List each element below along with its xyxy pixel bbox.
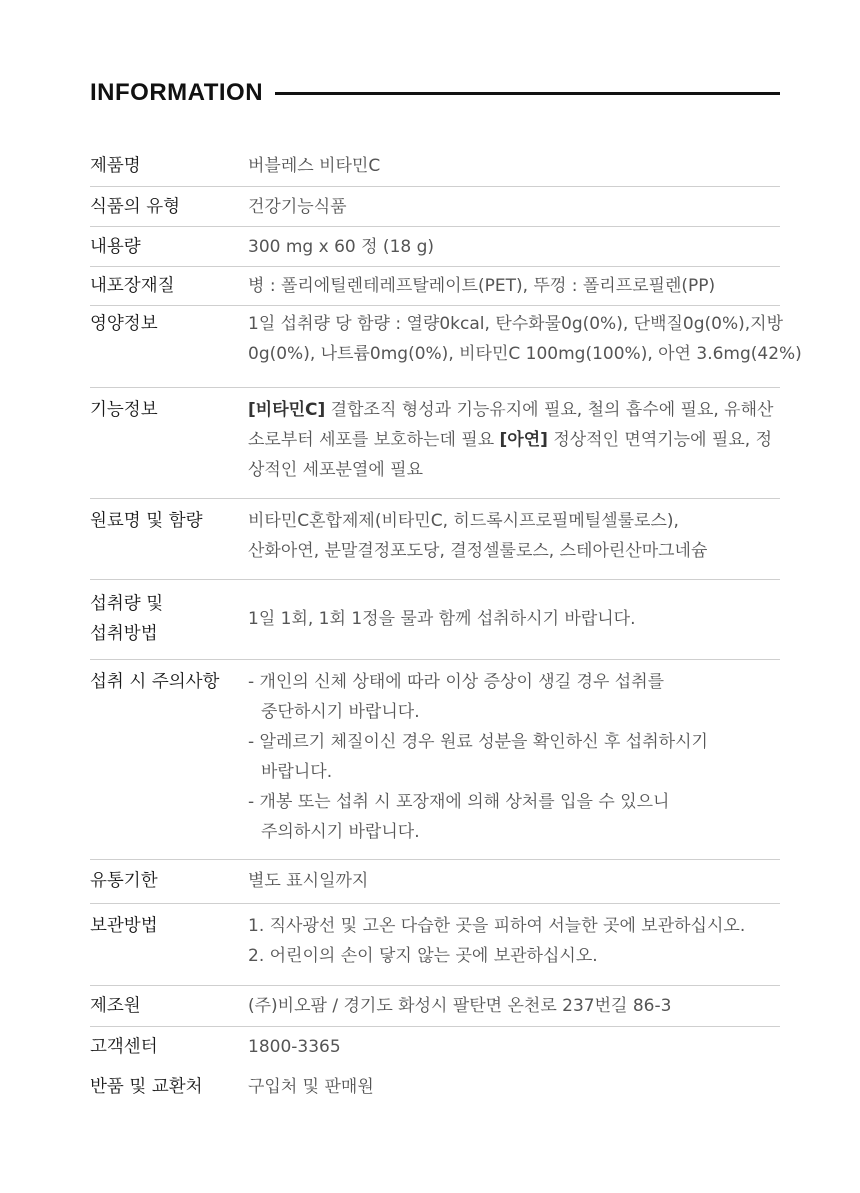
table-row bbox=[90, 860, 780, 904]
row-value bbox=[248, 232, 780, 266]
value-line: 중단하시기 바랍니다. bbox=[261, 702, 420, 722]
table-row bbox=[90, 388, 780, 499]
row-label: 내포장재질 bbox=[90, 276, 175, 296]
value-line bbox=[248, 395, 780, 425]
value-text: 소로부터 세포를 보호하는데 필요 bbox=[248, 430, 500, 450]
table-row bbox=[90, 148, 780, 187]
value-text: 정상적인 면역기능에 필요, 정 bbox=[547, 430, 773, 450]
value-line: (주)비오팜 / 경기도 화성시 팔탄면 온천로 237번길 86-3 bbox=[248, 996, 672, 1016]
value-line: 1일 1회, 1회 1정을 물과 함께 섭취하시기 바랍니다. bbox=[248, 609, 636, 629]
section-title: INFORMATION bbox=[90, 79, 264, 106]
value-line: 주의하시기 바랍니다. bbox=[261, 822, 420, 842]
table-row bbox=[90, 986, 780, 1027]
table-row bbox=[90, 904, 780, 986]
value-line: 1. 직사광선 및 고온 다습한 곳을 피하여 서늘한 곳에 보관하십시오. bbox=[248, 916, 746, 936]
table-row bbox=[90, 267, 780, 306]
row-value bbox=[248, 309, 802, 387]
label-line: 섭취방법 bbox=[90, 624, 158, 644]
value-line: 1일 섭취량 당 함량 : 열량0kcal, 탄수화물0g(0%), 단백질0g(0%),지방 bbox=[248, 314, 784, 334]
row-label: 식품의 유형 bbox=[90, 197, 181, 217]
row-label: 영양정보 bbox=[90, 314, 158, 334]
value-line: 300 mg x 60 정 (18 g) bbox=[248, 237, 435, 257]
row-label: 제조원 bbox=[90, 996, 141, 1016]
row-label: 반품 및 교환처 bbox=[90, 1077, 203, 1097]
vitamin-c-tag: [비타민C] bbox=[248, 400, 326, 420]
row-value bbox=[248, 589, 780, 659]
row-value bbox=[248, 667, 780, 859]
row-label: 섭취 시 주의사항 bbox=[90, 672, 220, 692]
value-line: - 개봉 또는 섭취 시 포장재에 의해 상처를 입을 수 있으니 bbox=[248, 792, 670, 812]
row-value bbox=[248, 1032, 780, 1069]
row-value bbox=[248, 192, 780, 226]
row-label: 원료명 및 함량 bbox=[90, 511, 203, 531]
section-header bbox=[90, 76, 780, 110]
row-label: 보관방법 bbox=[90, 916, 158, 936]
table-row bbox=[90, 580, 780, 660]
row-value bbox=[248, 151, 780, 186]
row-label bbox=[90, 589, 248, 659]
value-line: 비타민C혼합제제(비타민C, 히드록시프로필메틸셀룰로스), bbox=[248, 511, 679, 531]
value-line bbox=[248, 425, 780, 455]
row-label: 고객센터 bbox=[90, 1037, 158, 1057]
row-value bbox=[248, 911, 780, 985]
table-row bbox=[90, 227, 780, 267]
row-value bbox=[248, 991, 780, 1026]
row-value bbox=[248, 1072, 780, 1109]
value-line: 바랍니다. bbox=[261, 762, 333, 782]
row-label: 유통기한 bbox=[90, 871, 158, 891]
value-line: 2. 어린이의 손이 닿지 않는 곳에 보관하십시오. bbox=[248, 946, 598, 966]
table-row bbox=[90, 187, 780, 227]
value-line: 건강기능식품 bbox=[248, 197, 347, 217]
label-line: 섭취량 및 bbox=[90, 594, 164, 614]
value-line: 별도 표시일까지 bbox=[248, 871, 369, 891]
value-line: 산화아연, 분말결정포도당, 결정셀룰로스, 스테아린산마그네슘 bbox=[248, 541, 708, 561]
row-label: 제품명 bbox=[90, 156, 141, 176]
product-info-table bbox=[90, 148, 802, 1109]
value-line: 0g(0%), 나트륨0mg(0%), 비타민C 100mg(100%), 아연 3.6mg(42%) bbox=[248, 344, 802, 364]
table-row bbox=[90, 1069, 780, 1109]
value-line: - 알레르기 체질이신 경우 원료 성분을 확인하신 후 섭취하시기 bbox=[248, 732, 708, 752]
table-row bbox=[90, 1027, 780, 1069]
table-row bbox=[90, 306, 802, 388]
row-label: 내용량 bbox=[90, 237, 141, 257]
value-text: 결합조직 형성과 기능유지에 필요, 철의 흡수에 필요, 유해산 bbox=[325, 400, 774, 420]
row-value bbox=[248, 271, 780, 305]
row-value bbox=[248, 866, 780, 903]
value-line: 상적인 세포분열에 필요 bbox=[248, 460, 424, 480]
zinc-tag: [아연] bbox=[499, 430, 548, 450]
table-row bbox=[90, 660, 780, 860]
value-line: 1800-3365 bbox=[248, 1037, 341, 1057]
header-divider bbox=[275, 92, 780, 95]
value-line: 버블레스 비타민C bbox=[248, 156, 381, 176]
value-line: 병 : 폴리에틸렌테레프탈레이트(PET), 뚜껑 : 폴리프로필렌(PP) bbox=[248, 276, 716, 296]
value-line: 구입처 및 판매원 bbox=[248, 1077, 374, 1097]
table-row bbox=[90, 499, 780, 580]
value-line: - 개인의 신체 상태에 따라 이상 증상이 생길 경우 섭취를 bbox=[248, 672, 665, 692]
row-value bbox=[248, 506, 780, 579]
row-value bbox=[248, 395, 780, 498]
row-label: 기능정보 bbox=[90, 400, 158, 420]
